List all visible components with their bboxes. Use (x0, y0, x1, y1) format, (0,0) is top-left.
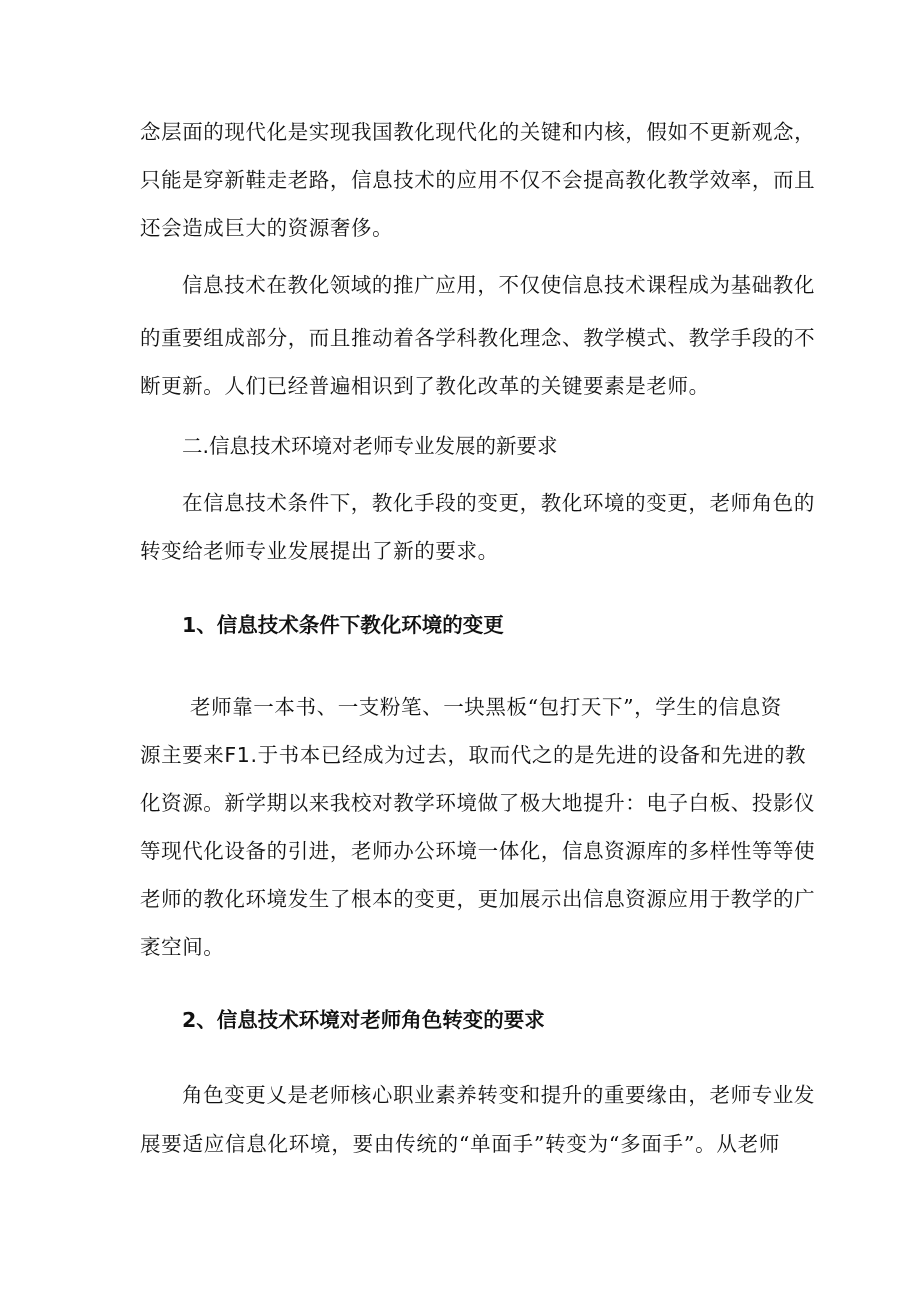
paragraph-4-line-4: 等现代化设备的引进，老师办公环境一体化，信息资源库的多样性等等使 (140, 839, 816, 863)
paragraph-1-line-2: 只能是穿新鞋走老路，信息技术的应用不仅不会提高教化教学效率，而且 (140, 168, 816, 192)
subheading-2: 2、信息技术环境对老师角色转变的要求 (182, 1008, 545, 1032)
paragraph-2-line-2: 的重要组成部分，而且推动着各学科教化理念、教学模式、教学手段的不 (140, 326, 816, 350)
paragraph-4-line-5: 老师的教化环境发生了根本的变更，更加展示出信息资源应用于教学的广 (140, 887, 816, 911)
paragraph-3-line-1: 在信息技术条件下，教化手段的变更，教化环境的变更，老师角色的 (182, 491, 815, 515)
paragraph-1-line-1: 念层面的现代化是实现我国教化现代化的关键和内核，假如不更新观念， (140, 120, 816, 144)
paragraph-4-line-6: 袤空间。 (140, 935, 225, 959)
paragraph-2-line-3: 断更新。人们已经普遍相识到了教化改革的关键要素是老师。 (140, 374, 710, 398)
paragraph-1-line-3: 还会造成巨大的资源奢侈。 (140, 216, 394, 240)
paragraph-4-line-2-prefix: 源主要来 (140, 743, 225, 767)
ocr-artifact-text: F1. (224, 743, 258, 767)
paragraph-3-line-2: 转变给老师专业发展提出了新的要求。 (140, 539, 499, 563)
section-heading-2: 二.信息技术环境对老师专业发展的新要求 (182, 434, 558, 458)
paragraph-4-line-2-rest: 于书本已经成为过去，取而代之的是先进的设备和先进的教 (257, 743, 807, 767)
paragraph-5-line-1: 角色变更乂是老师核心职业素养转变和提升的重要缘由，老师专业发 (182, 1083, 815, 1107)
paragraph-4-line-1: 老师靠一本书、一支粉笔、一块黑板“包打天下”，学生的信息资 (190, 695, 782, 719)
paragraph-2-line-1: 信息技术在教化领域的推广应用，不仅使信息技术课程成为基础教化 (182, 273, 815, 297)
paragraph-4-line-2 (140, 740, 807, 770)
paragraph-4-line-3: 化资源。新学期以来我校对教学环境做了极大地提升：电子白板、投影仪 (140, 791, 816, 815)
subheading-1: 1、信息技术条件下教化环境的变更 (182, 613, 504, 637)
paragraph-5-line-2: 展要适应信息化环境，要由传统的“单面手”转变为“多面手”。从老师 (140, 1132, 780, 1156)
